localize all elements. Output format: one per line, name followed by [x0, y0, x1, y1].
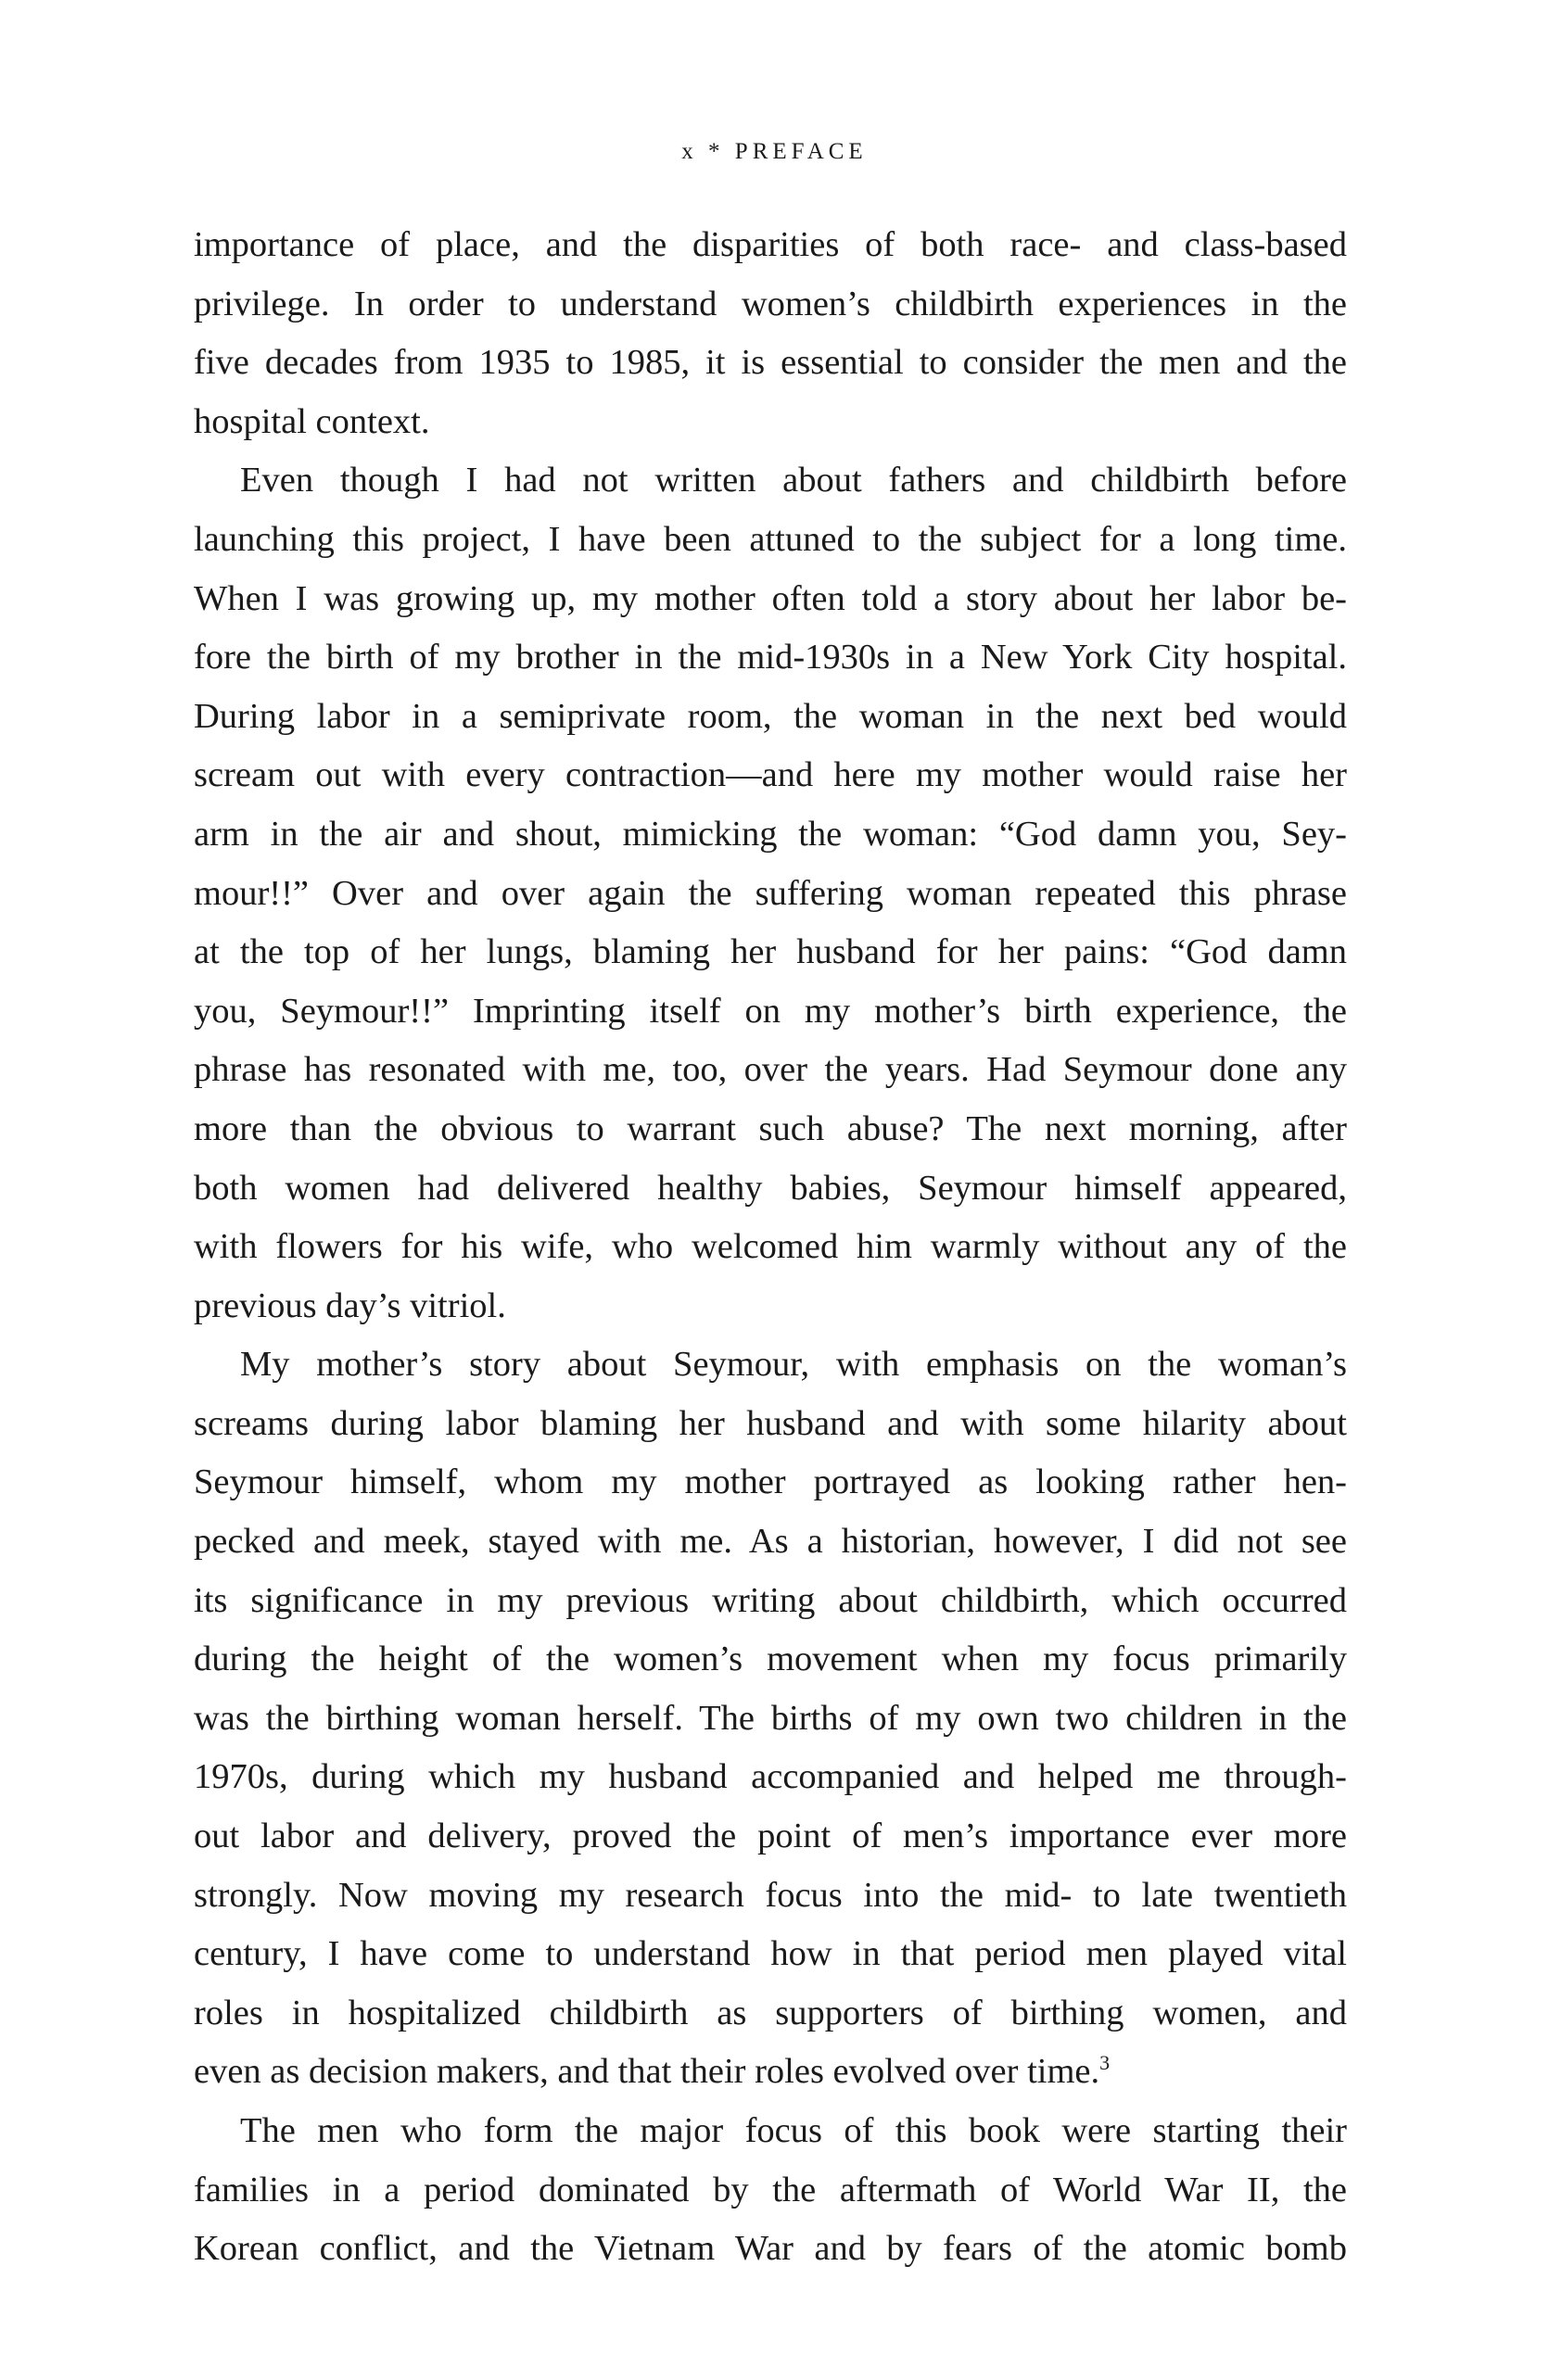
text-line: [194, 1041, 1347, 1100]
text-line: [194, 1748, 1347, 1807]
text-line: [194, 1690, 1347, 1749]
line-text: even as decision makers, and that their roles evolved over time.: [194, 2052, 1100, 2092]
paragraph: [194, 2102, 1347, 2279]
header-title: PREFACE: [734, 139, 868, 164]
line-text: families in a period dominated by the aftermath of World War II, the: [194, 2170, 1347, 2209]
line-text: hospital context.: [194, 401, 430, 441]
line-text: at the top of her lungs, blaming her husband for her pains: “God damn: [194, 932, 1347, 972]
text-line: [194, 1807, 1347, 1867]
line-text: importance of place, and the disparities of both race- and class-based: [194, 225, 1347, 264]
text-line: [194, 1630, 1347, 1690]
line-text: pecked and meek, stayed with me. As a historian, however, I did not see: [194, 1522, 1347, 1562]
line-text: was the birthing woman herself. The births of my own two children in the: [194, 1698, 1347, 1738]
paragraph: [194, 216, 1347, 451]
line-text: launching this project, I have been attuned to the subject for a long time.: [194, 519, 1347, 559]
line-text: Korean conflict, and the Vietnam War and by fears of the atomic bomb: [194, 2229, 1347, 2269]
text-line: [194, 805, 1347, 865]
line-text: Even though I had not written about fathers and childbirth before: [240, 461, 1347, 500]
line-text: mour!!” Over and over again the suffering woman repeated this phrase: [194, 873, 1347, 913]
paragraph: [194, 451, 1347, 1336]
text-line: [194, 1513, 1347, 1572]
line-text: My mother’s story about Seymour, with emphasis on the woman’s: [240, 1345, 1347, 1385]
text-line: [194, 1336, 1347, 1395]
line-text: previous day’s vitriol.: [194, 1285, 506, 1325]
text-line: [194, 923, 1347, 982]
line-text: Seymour himself, whom my mother portrayed as looking rather hen-: [194, 1462, 1347, 1502]
line-text: When I was growing up, my mother often told a story about her labor be-: [194, 578, 1347, 618]
text-line: [194, 451, 1347, 511]
running-header: [0, 139, 1549, 165]
text-line: [194, 628, 1347, 688]
text-line: [194, 1395, 1347, 1454]
line-text: its significance in my previous writing about childbirth, which occurred: [194, 1580, 1347, 1620]
text-line: [194, 1100, 1347, 1159]
text-line: [194, 216, 1347, 275]
line-text: During labor in a semiprivate room, the woman in the next bed would: [194, 696, 1347, 736]
text-line: [194, 982, 1347, 1042]
line-text: five decades from 1935 to 1985, it is essential to consider the men and the: [194, 343, 1347, 383]
line-text: century, I have come to understand how in that period men played vital: [194, 1934, 1347, 1974]
text-line: [194, 688, 1347, 747]
line-text: with flowers for his wife, who welcomed him warmly without any of the: [194, 1227, 1347, 1267]
text-line: [194, 746, 1347, 805]
text-line: [194, 2102, 1347, 2161]
line-text: roles in hospitalized childbirth as supporters of birthing women, and: [194, 1993, 1347, 2032]
line-text: screams during labor blaming her husband and with some hilarity about: [194, 1403, 1347, 1443]
text-line: [194, 393, 1347, 452]
page-number: x: [681, 139, 698, 164]
text-line: [194, 1218, 1347, 1277]
line-text: arm in the air and shout, mimicking the woman: “God damn you, Sey-: [194, 814, 1347, 854]
text-line: [194, 2161, 1347, 2221]
text-line: [194, 1925, 1347, 1984]
line-text: The men who form the major focus of this book were starting their: [240, 2111, 1347, 2150]
text-line: [194, 1572, 1347, 1631]
text-line: [194, 570, 1347, 629]
line-text: phrase has resonated with me, too, over the years. Had Seymour done any: [194, 1050, 1347, 1090]
text-line: [194, 865, 1347, 924]
line-text: fore the birth of my brother in the mid-1930s in a New York City hospital.: [194, 638, 1347, 677]
paragraph: [194, 1336, 1347, 2102]
line-text: out labor and delivery, proved the point of men’s importance ever more: [194, 1817, 1347, 1856]
line-text: during the height of the women’s movement when my focus primarily: [194, 1639, 1347, 1679]
text-line: [194, 1453, 1347, 1513]
text-line: [194, 511, 1347, 570]
line-text: more than the obvious to warrant such abuse? The next morning, after: [194, 1108, 1347, 1148]
body-text: [194, 216, 1347, 2279]
line-text: scream out with every contraction—and here my mother would raise her: [194, 755, 1347, 795]
text-line: [194, 2220, 1347, 2279]
line-text: strongly. Now moving my research focus into the mid- to late twentieth: [194, 1875, 1347, 1915]
text-line: [194, 1277, 1347, 1336]
line-text: 1970s, during which my husband accompanied and helped me through-: [194, 1757, 1347, 1797]
line-text: privilege. In order to understand women’s childbirth experiences in the: [194, 284, 1347, 323]
line-text: you, Seymour!!” Imprinting itself on my mother’s birth experience, the: [194, 991, 1347, 1031]
text-line: [194, 334, 1347, 393]
text-line: [194, 1159, 1347, 1219]
header-separator: *: [708, 139, 725, 164]
text-line: [194, 275, 1347, 335]
footnote-reference[interactable]: 3: [1099, 2051, 1111, 2075]
text-line: [194, 1984, 1347, 2044]
line-text: both women had delivered healthy babies, Seymour himself appeared,: [194, 1168, 1347, 1208]
text-line: [194, 1867, 1347, 1926]
text-line: [194, 2043, 1347, 2102]
